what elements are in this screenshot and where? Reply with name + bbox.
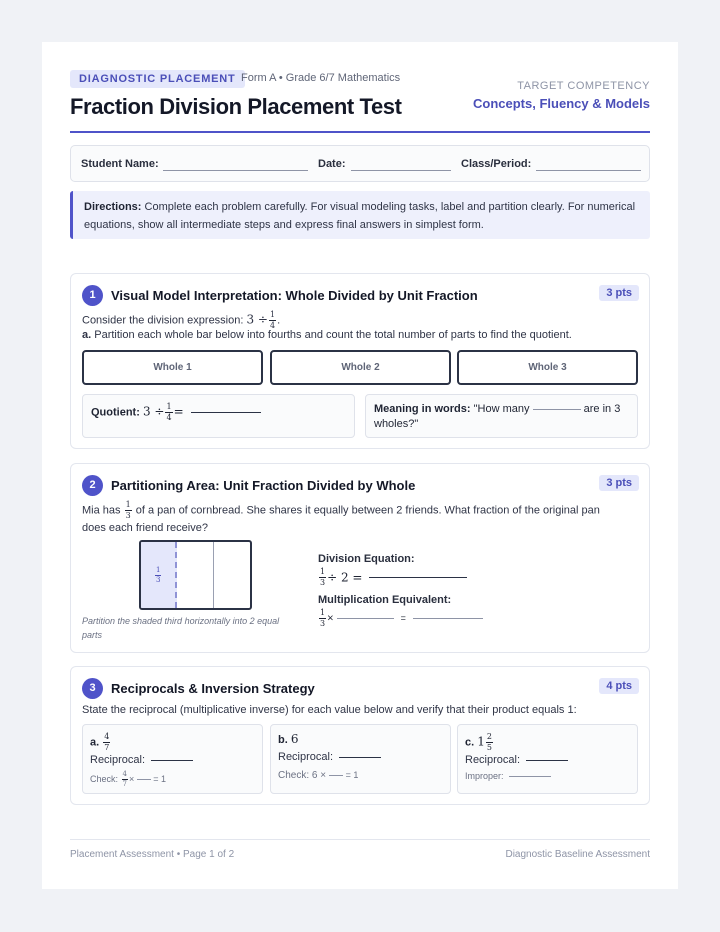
check-answer-line[interactable] bbox=[329, 775, 343, 776]
directions-box bbox=[70, 191, 650, 239]
model-caption: Partition the shaded third horizontally into 2 equal parts bbox=[82, 616, 280, 640]
meaning-answer-line[interactable] bbox=[533, 409, 581, 410]
student-name-field[interactable] bbox=[163, 170, 308, 171]
division-answer-line[interactable] bbox=[369, 577, 467, 578]
footer-divider bbox=[70, 839, 650, 840]
problem-3-card bbox=[70, 666, 650, 805]
date-field[interactable] bbox=[351, 170, 451, 171]
third-divider bbox=[213, 542, 214, 608]
multiplication-equivalent-label: Multiplication Equivalent: bbox=[318, 594, 452, 606]
page-title: Fraction Division Placement Test bbox=[70, 94, 402, 119]
division-equation: $\frac{1}{3}$ ÷ 2 = bbox=[318, 568, 467, 587]
form-line: Form A • Grade 6/7 Mathematics bbox=[241, 72, 401, 84]
fraction: $\frac{4}{7}$ bbox=[104, 732, 110, 752]
multiplication-equation: $\frac{1}{3}$ × = bbox=[318, 609, 483, 628]
student-info-box bbox=[70, 145, 650, 182]
problem-intro: Consider the division expression: 3 ÷ $\frac{1}{4}$ . bbox=[82, 310, 281, 330]
worksheet-page bbox=[42, 42, 678, 889]
product-answer-line[interactable] bbox=[413, 618, 483, 619]
directions-text: Complete each problem carefully. For visual modeling tasks, label and partition clearly. For numerical equations, show all intermediate steps and express final answers in simplest form. bbox=[84, 201, 636, 231]
student-name-label: Student Name: bbox=[81, 158, 159, 170]
problem-title: Visual Model Interpretation: Whole Divided by Unit Fraction bbox=[111, 288, 478, 303]
shaded-fraction-label: $\frac{1}{3}$ bbox=[156, 566, 161, 584]
cornbread-pan-model[interactable] bbox=[139, 540, 252, 610]
multiplier-answer-line[interactable] bbox=[337, 618, 394, 619]
whole-bar-2[interactable]: Whole 2 bbox=[270, 350, 451, 385]
reciprocal-answer-line[interactable] bbox=[151, 760, 193, 761]
class-period-field[interactable] bbox=[536, 170, 641, 171]
problem-title: Partitioning Area: Unit Fraction Divided by Whole bbox=[111, 478, 416, 493]
check-answer-line[interactable] bbox=[137, 779, 151, 780]
points-badge: 4 pts bbox=[599, 678, 639, 694]
fraction: $\frac{2}{5}$ bbox=[486, 732, 492, 752]
class-period-label: Class/Period: bbox=[461, 158, 532, 170]
problem-number: 2 bbox=[82, 475, 103, 496]
shaded-third bbox=[141, 542, 177, 608]
directions-label: Directions: bbox=[84, 201, 142, 213]
header-divider bbox=[70, 131, 650, 133]
worksheet-header bbox=[70, 70, 650, 132]
reciprocal-item-c: c. 1 $\frac{2}{5}$ Reciprocal: Improper: bbox=[457, 724, 638, 794]
reciprocal-item-b: b. 6 Reciprocal: Check: 6 × = 1 bbox=[270, 724, 451, 794]
reciprocal-item-a: a. $\frac{4}{7}$ Reciprocal: Check: $\frac{4}{7}$ × = 1 bbox=[82, 724, 263, 794]
quotient-answer-line[interactable] bbox=[191, 412, 261, 413]
improper-answer-line[interactable] bbox=[509, 776, 551, 777]
problem-number: 1 bbox=[82, 285, 103, 306]
fraction: $\frac{1}{4}$ bbox=[166, 402, 172, 422]
problem-title: Reciprocals & Inversion Strategy bbox=[111, 681, 315, 696]
reciprocal-answer-line[interactable] bbox=[339, 757, 381, 758]
diagnostic-badge: DIAGNOSTIC PLACEMENT bbox=[70, 70, 245, 88]
part-a-instruction: a. Partition each whole bar below into fourths and count the total number of parts to find the quotient. bbox=[82, 329, 572, 341]
meaning-box: Meaning in words: "How many are in 3 wholes?" bbox=[365, 394, 638, 438]
whole-bar-3[interactable]: Whole 3 bbox=[457, 350, 638, 385]
problem-text: Mia has $\frac{1}{3}$ of a pan of cornbread. She shares it equally between 2 friends. What fraction of the original pan does each friend receive? bbox=[82, 500, 600, 534]
points-badge: 3 pts bbox=[599, 285, 639, 301]
meaning-label: Meaning in words: bbox=[374, 403, 471, 415]
fraction: $\frac{1}{4}$ bbox=[270, 310, 276, 330]
fraction: $\frac{1}{3}$ bbox=[125, 500, 131, 520]
footer-left: Placement Assessment • Page 1 of 2 bbox=[70, 849, 235, 860]
footer-right: Diagnostic Baseline Assessment bbox=[505, 849, 650, 860]
quotient-label: Quotient: bbox=[91, 406, 140, 419]
target-competency-label: TARGET COMPETENCY bbox=[517, 80, 650, 92]
problem-number: 3 bbox=[82, 678, 103, 699]
reciprocal-answer-line[interactable] bbox=[526, 760, 568, 761]
problem-2-card bbox=[70, 463, 650, 653]
problem-1-card bbox=[70, 273, 650, 449]
quotient-box: Quotient: 3 ÷ $\frac{1}{4}$ = bbox=[82, 394, 355, 438]
division-equation-label: Division Equation: bbox=[318, 553, 415, 565]
target-competency-value: Concepts, Fluency & Models bbox=[473, 96, 650, 111]
problem-text: State the reciprocal (multiplicative inverse) for each value below and verify that their product equals 1: bbox=[82, 704, 577, 716]
points-badge: 3 pts bbox=[599, 475, 639, 491]
date-label: Date: bbox=[318, 158, 346, 170]
whole-bar-1[interactable]: Whole 1 bbox=[82, 350, 263, 385]
division-expression: 3 ÷ bbox=[246, 312, 268, 327]
